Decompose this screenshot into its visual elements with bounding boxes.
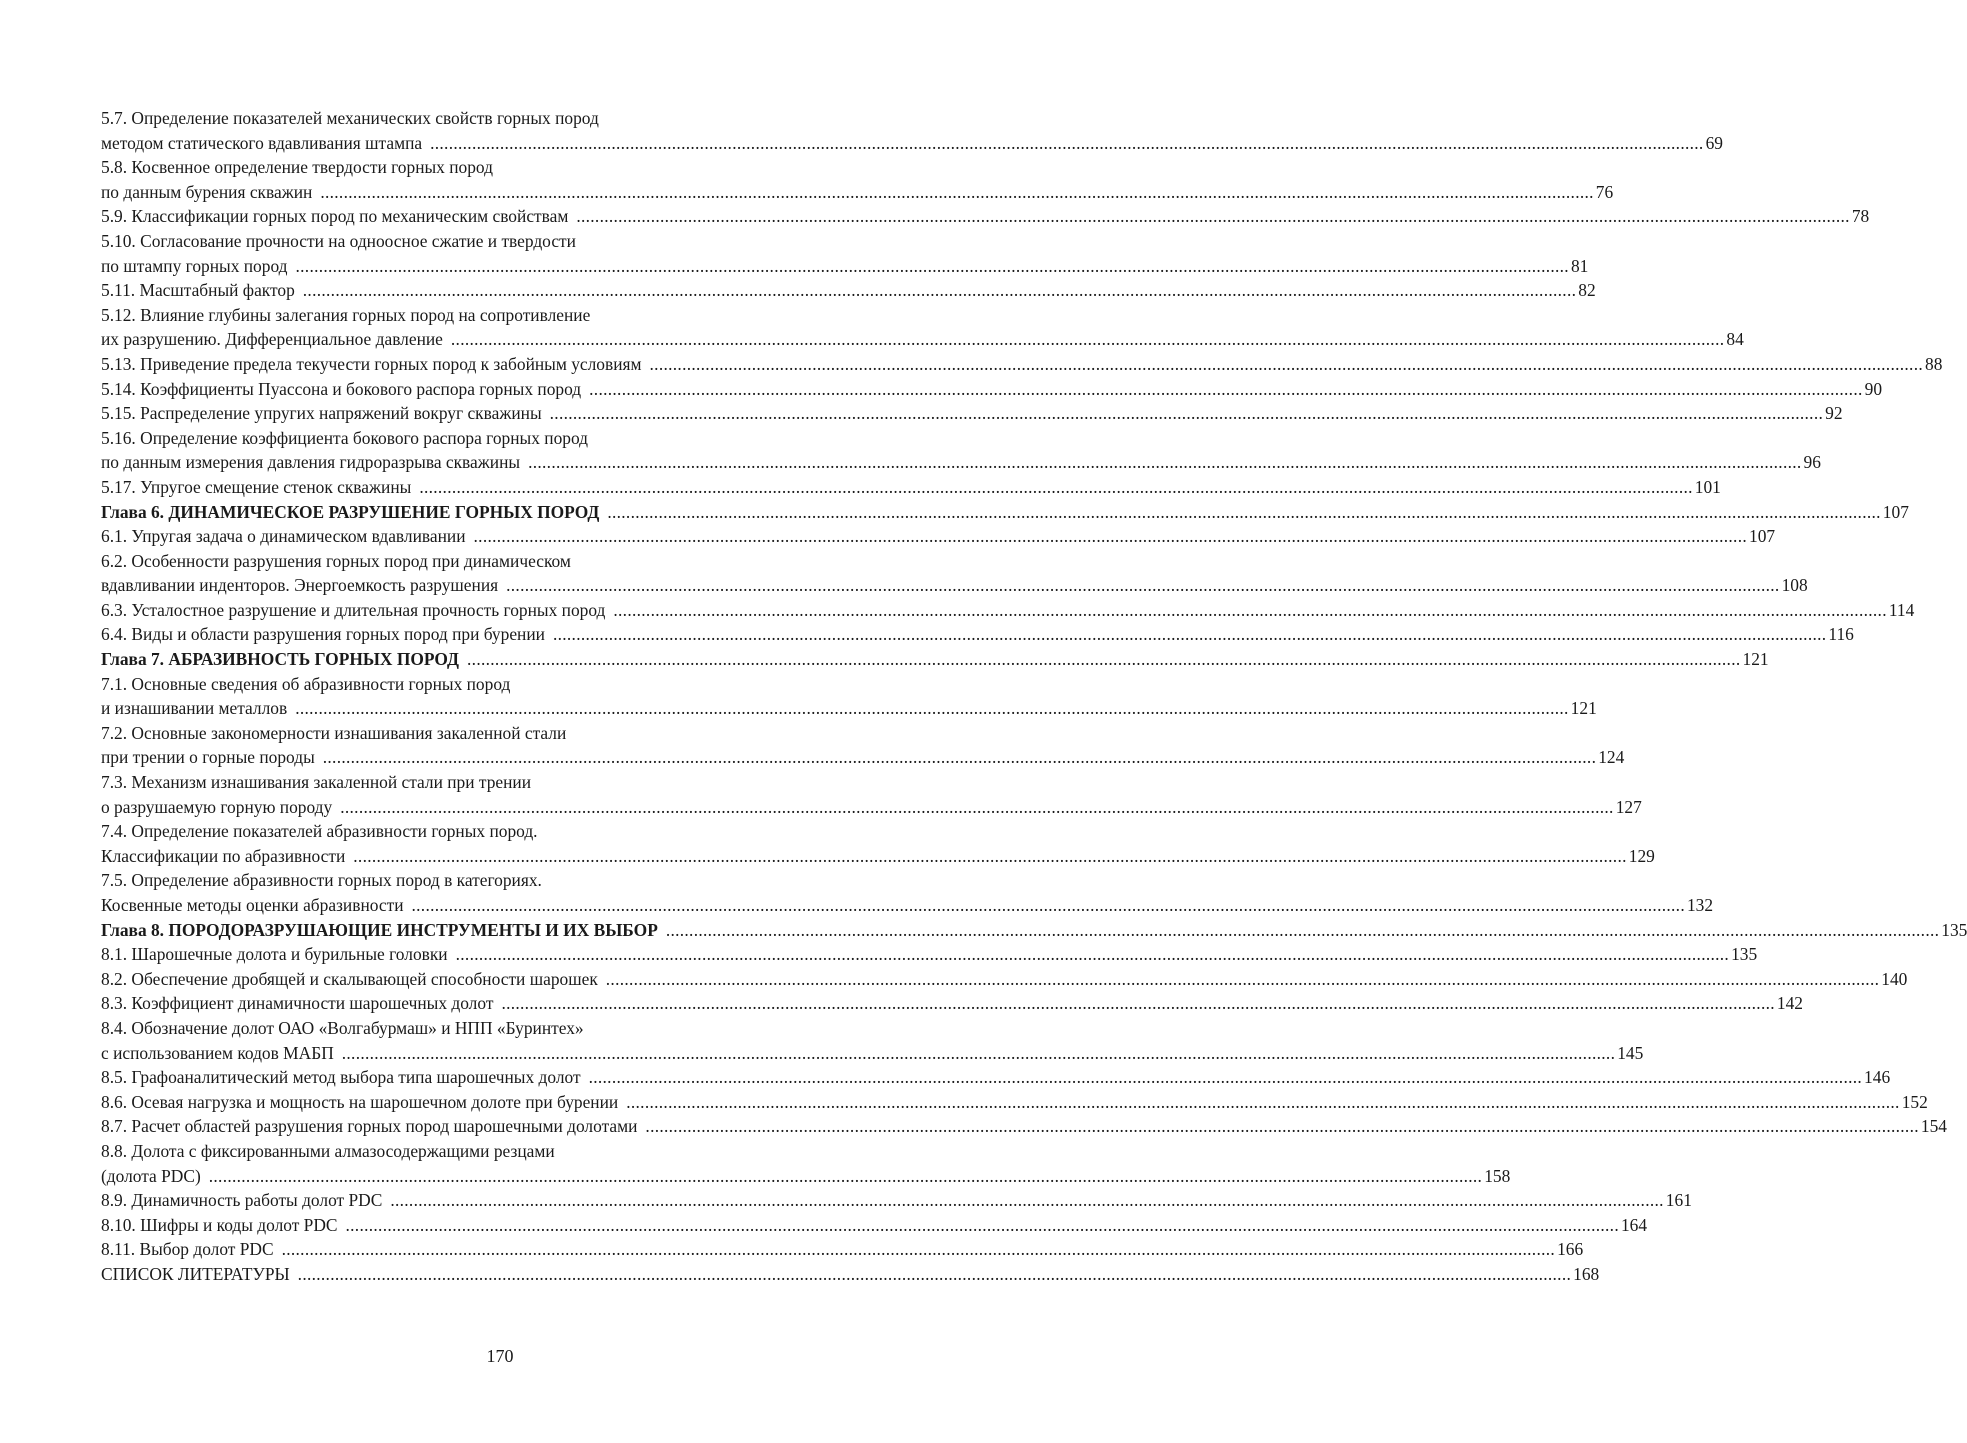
toc-entry-title: 5.9. Классификации горных пород по механическим свойствам (101, 206, 569, 227)
toc-line (101, 106, 941, 131)
toc-entry-title: 5.11. Масштабный фактор (101, 280, 295, 301)
toc-entry-title: с использованием кодов МАБП (101, 1042, 334, 1063)
toc-line (101, 1016, 941, 1041)
toc-entry-title: и изнашивании металлов (101, 698, 288, 719)
toc-chapter-entry (101, 500, 1909, 525)
toc-page-number: 124 (1598, 747, 1625, 768)
toc-entry (101, 598, 1915, 623)
table-of-contents (101, 106, 1967, 1287)
toc-page-number: 166 (1557, 1239, 1584, 1260)
toc-entry-title: Косвенные методы оценки абразивности (101, 895, 404, 915)
toc-entry-title: 5.13. Приведение предела текучести горных пород к забойным условиям (101, 353, 642, 374)
toc-line (101, 303, 941, 328)
toc-entry-title: 8.5. Графоаналитический метод выбора типа шарошечных долот (101, 1067, 581, 1088)
dot-leader (451, 327, 1724, 352)
toc-line (101, 1262, 1600, 1287)
toc-page-number: 88 (1925, 353, 1943, 374)
toc-entry-title: 8.9. Динамичность работы долот PDC (101, 1190, 383, 1211)
toc-chapter-entry (101, 647, 1769, 672)
toc-entry (101, 303, 1744, 352)
toc-entry-title: 6.2. Особенности разрушения горных пород при динамическом (101, 550, 571, 571)
toc-page-number: 82 (1578, 280, 1596, 301)
toc-entry (101, 352, 1943, 377)
toc-entry (101, 475, 1721, 500)
toc-entry (101, 991, 1803, 1016)
toc-entry-title: по данным бурения скважин (101, 181, 313, 202)
toc-entry-title: 8.6. Осевая нагрузка и мощность на шарошечном долоте при бурении (101, 1091, 619, 1112)
dot-leader (613, 598, 1886, 623)
toc-line (101, 1188, 1692, 1213)
toc-line (101, 672, 941, 697)
toc-page-number: 116 (1828, 624, 1854, 645)
toc-page-number: 129 (1628, 845, 1655, 866)
toc-page-number: 96 (1803, 452, 1821, 473)
toc-line (101, 401, 1843, 426)
toc-entry (101, 1139, 1511, 1188)
toc-line (101, 893, 1714, 918)
toc-line (101, 475, 1721, 500)
toc-entry (101, 401, 1843, 426)
toc-entry-title: Глава 6. ДИНАМИЧЕСКОЕ РАЗРУШЕНИЕ ГОРНЫХ ПОРОД (101, 501, 600, 522)
dot-leader (474, 524, 1747, 549)
toc-line (101, 131, 1723, 156)
toc-entry (101, 278, 1596, 303)
dot-leader (589, 377, 1862, 402)
toc-line (101, 549, 941, 574)
toc-entry (101, 204, 1870, 229)
toc-entry-title: 5.15. Распределение упругих напряжений вокруг скважины (101, 403, 542, 424)
dot-leader (303, 278, 1576, 303)
toc-page-number: 78 (1851, 206, 1870, 227)
toc-line (101, 770, 941, 795)
toc-entry-title: 5.17. Упругое смещение стенок скважины (101, 476, 412, 497)
toc-entry (101, 967, 1908, 992)
toc-entry-title: 5.7. Определение показателей механических свойств горных пород (101, 108, 599, 128)
toc-line (101, 1139, 941, 1164)
toc-entry (101, 1262, 1600, 1287)
dot-leader (353, 844, 1626, 869)
toc-entry-title: 7.3. Механизм изнашивания закаленной стали при трении (101, 772, 532, 793)
toc-entry-title: по штампу горных пород (101, 255, 288, 276)
toc-page-number: 154 (1920, 1116, 1947, 1137)
toc-line (101, 377, 1883, 402)
dot-leader (298, 1262, 1571, 1287)
toc-entry-title: СПИСОК ЛИТЕРАТУРЫ (101, 1263, 290, 1284)
toc-line (101, 278, 1596, 303)
toc-page-number: 135 (1731, 944, 1758, 965)
toc-line (101, 721, 941, 746)
dot-leader (295, 696, 1568, 721)
toc-entry-title: 8.3. Коэффициент динамичности шарошечных долот (101, 993, 494, 1014)
toc-page-number: 161 (1665, 1190, 1692, 1211)
toc-entry-title: Глава 7. АБРАЗИВНОСТЬ ГОРНЫХ ПОРОД (101, 649, 460, 670)
toc-entry-title: 7.4. Определение показателей абразивности горных пород. (101, 821, 538, 842)
dot-leader (607, 500, 1880, 525)
toc-line (101, 500, 1909, 525)
toc-line (101, 573, 1808, 598)
dot-leader (340, 795, 1613, 820)
toc-line (101, 795, 1642, 820)
toc-page-number: 132 (1686, 895, 1714, 915)
dot-leader (645, 1114, 1918, 1139)
toc-line (101, 1114, 1947, 1139)
toc-entry (101, 549, 1808, 598)
toc-entry-title: 5.8. Косвенное определение твердости горных пород (101, 157, 493, 178)
toc-page-number: 76 (1595, 181, 1614, 202)
toc-line (101, 1090, 1928, 1115)
dot-leader (323, 745, 1596, 770)
toc-line (101, 745, 1625, 770)
toc-page-number: 121 (1742, 649, 1769, 670)
dot-leader (467, 647, 1740, 672)
toc-line (101, 1065, 1891, 1090)
toc-line (101, 229, 941, 254)
dot-leader (456, 942, 1729, 967)
toc-entry (101, 622, 1854, 647)
toc-line (101, 622, 1854, 647)
dot-leader (576, 204, 1849, 229)
toc-entry-title: о разрушаемую горную породу (101, 796, 333, 817)
toc-line (101, 352, 1943, 377)
toc-line (101, 180, 1614, 205)
toc-page-number: 69 (1705, 132, 1723, 153)
toc-entry-title: 7.5. Определение абразивности горных пород в категориях. (101, 870, 542, 891)
toc-entry-title: 6.4. Виды и области разрушения горных пород при бурении (101, 624, 545, 645)
toc-entry-title: при трении о горные породы (101, 747, 315, 768)
toc-page-number: 108 (1781, 575, 1808, 596)
toc-entry-title: 8.1. Шарошечные долота и бурильные головки (101, 944, 448, 965)
toc-page-number: 84 (1726, 329, 1744, 350)
dot-leader (626, 1090, 1899, 1115)
dot-leader (501, 991, 1774, 1016)
toc-entry-title: Классификации по абразивности (101, 845, 346, 866)
toc-entry-title: 6.1. Упругая задача о динамическом вдавливании (101, 526, 466, 547)
toc-line (101, 1237, 1584, 1262)
toc-page-number: 101 (1694, 476, 1721, 497)
toc-entry-title: 7.2. Основные закономерности изнашивания закаленной стали (101, 722, 567, 743)
toc-page-number: 114 (1888, 599, 1915, 620)
toc-entry-title: 8.4. Обозначение долот ОАО «Волгабурмаш» и НПП «Буринтех» (101, 1017, 584, 1038)
toc-chapter-entry (101, 918, 1967, 943)
toc-entry (101, 155, 1614, 204)
toc-entry (101, 942, 1758, 967)
toc-page-number: 152 (1901, 1091, 1928, 1112)
toc-line (101, 426, 941, 451)
dot-leader (528, 450, 1801, 475)
toc-page-number: 92 (1825, 403, 1843, 424)
toc-entry (101, 1016, 1644, 1065)
toc-line (101, 155, 941, 180)
dot-leader (346, 1213, 1619, 1238)
toc-entry (101, 672, 1597, 721)
dot-leader (296, 254, 1569, 279)
toc-entry-title: 5.14. Коэффициенты Пуассона и бокового распора горных пород (101, 378, 582, 399)
toc-entry-title: 7.1. Основные сведения об абразивности горных пород (101, 673, 511, 694)
toc-line (101, 450, 1821, 475)
toc-entry-title: 5.16. Определение коэффициента бокового распора горных пород (101, 427, 589, 448)
toc-entry (101, 1213, 1648, 1238)
toc-page-number: 81 (1570, 255, 1589, 276)
toc-page-number: 107 (1882, 501, 1909, 522)
toc-page-number: 158 (1484, 1165, 1511, 1186)
toc-entry-title: вдавливании инденторов. Энергоемкость разрушения (101, 575, 499, 596)
toc-line (101, 918, 1967, 943)
toc-line (101, 647, 1769, 672)
toc-page-number: 135 (1941, 919, 1967, 940)
toc-entry (101, 1237, 1584, 1262)
toc-line (101, 1164, 1511, 1189)
toc-entry-title: по данным измерения давления гидроразрыва скважины (101, 452, 521, 473)
toc-entry (101, 524, 1776, 549)
toc-entry-title: их разрушению. Дифференциальное давление (101, 329, 443, 350)
toc-entry-title: (долота PDC) (101, 1165, 201, 1186)
toc-page-number: 168 (1573, 1263, 1600, 1284)
dot-leader (606, 967, 1879, 992)
toc-entry (101, 1090, 1928, 1115)
toc-entry (101, 868, 1714, 917)
toc-line (101, 1213, 1648, 1238)
dot-leader (412, 893, 1685, 918)
toc-page-number: 146 (1864, 1067, 1891, 1088)
toc-entry (101, 721, 1625, 770)
toc-entry (101, 770, 1642, 819)
dot-leader (666, 918, 1939, 943)
dot-leader (419, 475, 1692, 500)
toc-entry-title: Глава 8. ПОРОДОРАЗРУШАЮЩИЕ ИНСТРУМЕНТЫ И ИХ ВЫБОР (101, 919, 658, 940)
toc-entry-title: 5.12. Влияние глубины залегания горных пород на сопротивление (101, 304, 591, 325)
toc-page-number: 121 (1570, 698, 1597, 719)
page-number: 170 (486, 1346, 514, 1366)
toc-entry (101, 229, 1589, 278)
toc-line (101, 204, 1870, 229)
toc-entry (101, 1188, 1692, 1213)
toc-page-number: 107 (1749, 526, 1776, 547)
toc-line (101, 254, 1589, 279)
toc-line (101, 524, 1776, 549)
toc-entry (101, 106, 1723, 155)
dot-leader (589, 1065, 1862, 1090)
dot-leader (320, 180, 1593, 205)
toc-line (101, 868, 941, 893)
toc-line (101, 967, 1908, 992)
dot-leader (342, 1041, 1615, 1066)
dot-leader (550, 401, 1823, 426)
toc-entry-title: 8.10. Шифры и коды долот PDC (101, 1214, 338, 1235)
toc-line (101, 942, 1758, 967)
toc-line (101, 844, 1655, 869)
toc-entry (101, 426, 1821, 475)
toc-line (101, 598, 1915, 623)
toc-entry (101, 819, 1655, 868)
dot-leader (553, 622, 1826, 647)
toc-page-number: 145 (1617, 1042, 1644, 1063)
toc-line (101, 991, 1803, 1016)
toc-page-number: 90 (1864, 378, 1883, 399)
toc-page-number: 140 (1881, 968, 1908, 989)
toc-line (101, 327, 1744, 352)
toc-page-number: 142 (1776, 993, 1803, 1014)
dot-leader (282, 1237, 1555, 1262)
toc-page-number: 164 (1620, 1214, 1648, 1235)
toc-entry (101, 377, 1883, 402)
toc-entry-title: 8.11. Выбор долот PDC (101, 1239, 274, 1260)
dot-leader (650, 352, 1923, 377)
toc-entry (101, 1114, 1947, 1139)
toc-entry-title: 8.2. Обеспечение дробящей и скалывающей способности шарошек (101, 968, 598, 989)
toc-entry-title: методом статического вдавливания штампа (101, 132, 423, 153)
toc-line (101, 819, 941, 844)
dot-leader (506, 573, 1779, 598)
dot-leader (430, 131, 1703, 156)
toc-line (101, 1041, 1644, 1066)
toc-page-number: 127 (1615, 796, 1642, 817)
toc-entry-title: 8.7. Расчет областей разрушения горных пород шарошечными долотами (101, 1116, 638, 1137)
toc-entry-title: 8.8. Долота с фиксированными алмазосодержащими резцами (101, 1140, 555, 1161)
dot-leader (209, 1164, 1482, 1189)
toc-entry (101, 1065, 1891, 1090)
dot-leader (390, 1188, 1663, 1213)
toc-entry-title: 5.10. Согласование прочности на одноосное сжатие и твердости (101, 230, 576, 251)
toc-entry-title: 6.3. Усталостное разрушение и длительная прочность горных пород (101, 599, 606, 620)
toc-line (101, 696, 1597, 721)
